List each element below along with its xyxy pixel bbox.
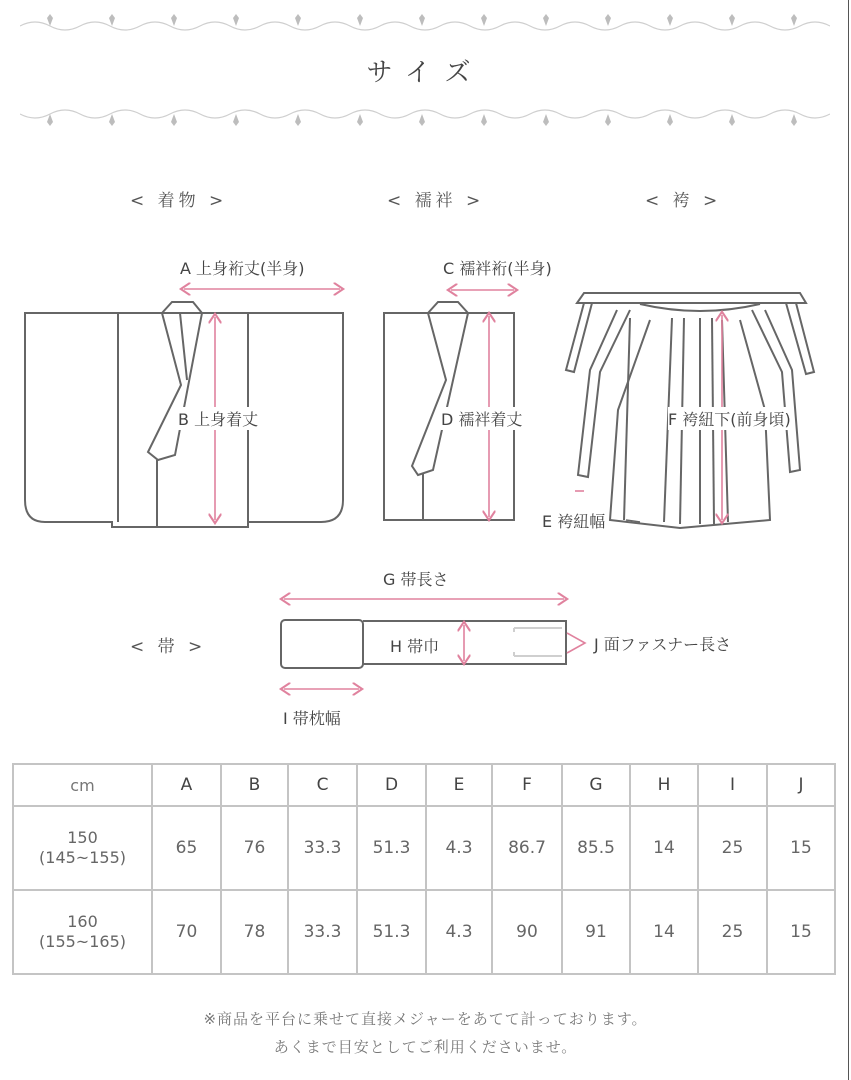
value-cell: 25 — [698, 806, 767, 890]
size-cell — [13, 890, 152, 974]
table-row — [13, 806, 835, 890]
section-juban: < 襦袢 > — [387, 191, 485, 211]
header-col: I — [698, 764, 767, 806]
value-cell: 33.3 — [288, 890, 357, 974]
value-cell: 70 — [152, 890, 221, 974]
value-cell: 14 — [630, 806, 698, 890]
header-col: G — [562, 764, 630, 806]
header-col: J — [767, 764, 835, 806]
section-hakama: < 袴 > — [645, 191, 722, 211]
header-col: H — [630, 764, 698, 806]
header-col: F — [492, 764, 562, 806]
value-cell: 51.3 — [357, 806, 426, 890]
table-row — [13, 890, 835, 974]
note-line-2: あくまで目安としてご利用くださいませ。 — [273, 1038, 578, 1056]
table-header-row — [13, 764, 835, 806]
label-C: C 襦袢裄(半身) — [443, 259, 552, 278]
label-A: A 上身裄丈(半身) — [180, 259, 305, 278]
label-G: G 帯長さ — [383, 570, 449, 589]
header-col: A — [152, 764, 221, 806]
header-col: B — [221, 764, 288, 806]
value-cell: 25 — [698, 890, 767, 974]
value-cell: 86.7 — [492, 806, 562, 890]
label-D: D 襦袢着丈 — [441, 407, 522, 430]
value-cell: 85.5 — [562, 806, 630, 890]
size-value: 160 — [67, 912, 98, 931]
label-E: E 袴紐幅 — [542, 512, 606, 531]
size-value: 150 — [67, 828, 98, 847]
size-range: (145~155) — [39, 848, 126, 867]
section-obi: < 帯 > — [130, 637, 207, 657]
value-cell: 15 — [767, 806, 835, 890]
value-cell: 91 — [562, 890, 630, 974]
header-col: E — [426, 764, 492, 806]
label-J: J 面ファスナー長さ — [594, 635, 732, 654]
value-cell: 65 — [152, 806, 221, 890]
value-cell: 15 — [767, 890, 835, 974]
label-I: I 帯枕幅 — [283, 709, 341, 728]
value-cell: 4.3 — [426, 806, 492, 890]
label-B: B 上身着丈 — [178, 407, 258, 430]
header-unit: cm — [13, 764, 152, 806]
value-cell: 90 — [492, 890, 562, 974]
value-cell: 51.3 — [357, 890, 426, 974]
value-cell: 33.3 — [288, 806, 357, 890]
size-table — [12, 763, 836, 975]
value-cell: 78 — [221, 890, 288, 974]
section-kimono: < 着物 > — [130, 191, 228, 211]
value-cell: 14 — [630, 890, 698, 974]
header-col: C — [288, 764, 357, 806]
note-line-1: ※商品を平台に乗せて直接メジャーをあてて計っております。 — [203, 1010, 648, 1028]
size-cell — [13, 806, 152, 890]
label-F: F 袴紐下(前身頃) — [668, 407, 791, 430]
size-range: (155~165) — [39, 932, 126, 951]
value-cell: 4.3 — [426, 890, 492, 974]
label-H: H 帯巾 — [390, 637, 440, 656]
value-cell: 76 — [221, 806, 288, 890]
page-title: サイズ — [366, 58, 485, 88]
header-col: D — [357, 764, 426, 806]
